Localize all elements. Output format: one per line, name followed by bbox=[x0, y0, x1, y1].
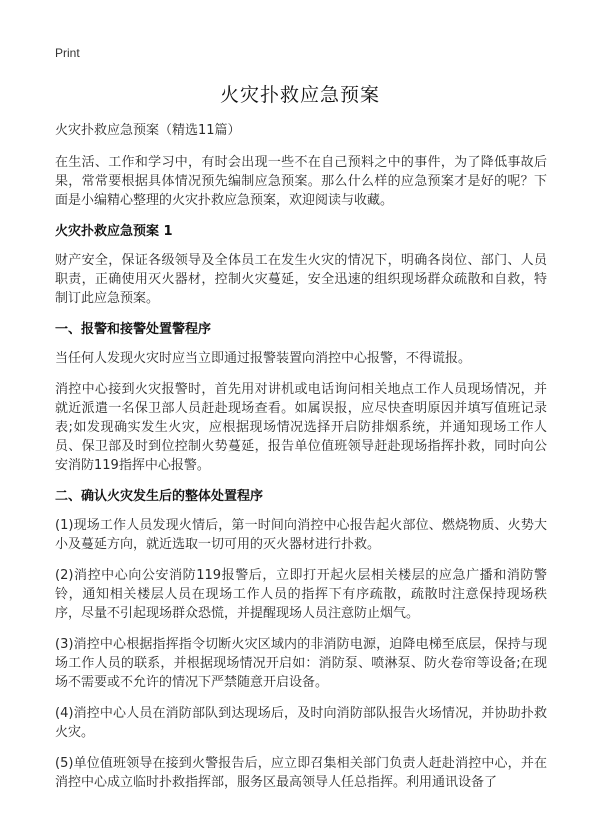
section-heading-procedure: 二、确认火灾发生后的整体处置程序 bbox=[55, 489, 264, 504]
section-title: 火灾扑救应急预案 1 bbox=[55, 224, 173, 239]
document-body bbox=[55, 122, 547, 804]
paragraph-step-2: (2)消控中心向公安消防119报警后，立即打开起火层相关楼层的应急广播和消防警铃，通知相关楼层人员在现场工作人员的指挥下有序疏散，疏散时注意保持现场秩序，尽量不引起现场群众恐慌，并提醒现场人员注意防止烟气。 bbox=[55, 568, 547, 621]
intro-paragraph: 在生活、工作和学习中，有时会出现一些不在自己预料之中的事件，为了降低事故后果，常常要根据具体情况预先编制应急预案。那么什么样的应急预案才是好的呢？下面是小编精心整理的火灾扑救应急预案，欢迎阅读与收藏。 bbox=[55, 155, 547, 208]
paragraph-step-1: (1)现场工作人员发现火情后，第一时间向消控中心报告起火部位、燃烧物质、火势大小及蔓延方向，就近选取一切可用的灭火器材进行扑救。 bbox=[55, 518, 547, 552]
paragraph-report: 当任何人发现火灾时应当立即通过报警装置向消控中心报警，不得谎报。 bbox=[55, 351, 472, 366]
document-subtitle: 火灾扑救应急预案（精选11篇） bbox=[55, 123, 241, 138]
document-title: 火灾扑救应急预案 bbox=[219, 84, 380, 106]
print-label: Print bbox=[55, 46, 80, 60]
paragraph-step-3: (3)消控中心根据指挥指令切断火灾区域内的非消防电源，迫降电梯至底层，保持与现场工作人员的联系，并根据现场情况开启如：消防泵、喷淋泵、防火卷帘等设备;在现场不需要或不允许的情况下严禁随意开启设备。 bbox=[55, 637, 547, 690]
paragraph-step-5: (5)单位值班领导在接到火警报告后，应立即召集相关部门负责人赶赴消控中心，并在消控中心成立临时扑救指挥部，服务区最高领导人任总指挥。利用通讯设备了 bbox=[55, 756, 547, 790]
paragraph-control-center: 消控中心接到火灾报警时，首先用对讲机或电话询问相关地点工作人员现场情况，并就近派遣一名保卫部人员赶赴现场查看。如属误报，应尽快查明原因并填写值班记录表;如发现确实发生火灾，应根据现场情况选择开启防排烟系统，并通知现场工作人员、保卫部及时到位控制火势蔓延，报告单位值班领导赶赴现场指挥扑救，同时向公安消防119指挥中心报警。 bbox=[55, 382, 547, 473]
section-paragraph: 财产安全，保证各级领导及全体员工在发生火灾的情况下，明确各岗位、部门、人员职责，正确使用灭火器材，控制火灾蔓延，安全迅速的组织现场群众疏散和自救，特制订此应急预案。 bbox=[55, 253, 547, 306]
paragraph-step-4: (4)消控中心人员在消防部队到达现场后，及时向消防部队报告火场情况，并协助扑救火灾。 bbox=[55, 706, 547, 740]
section-heading-alarm: 一、报警和接警处置警程序 bbox=[55, 322, 212, 337]
